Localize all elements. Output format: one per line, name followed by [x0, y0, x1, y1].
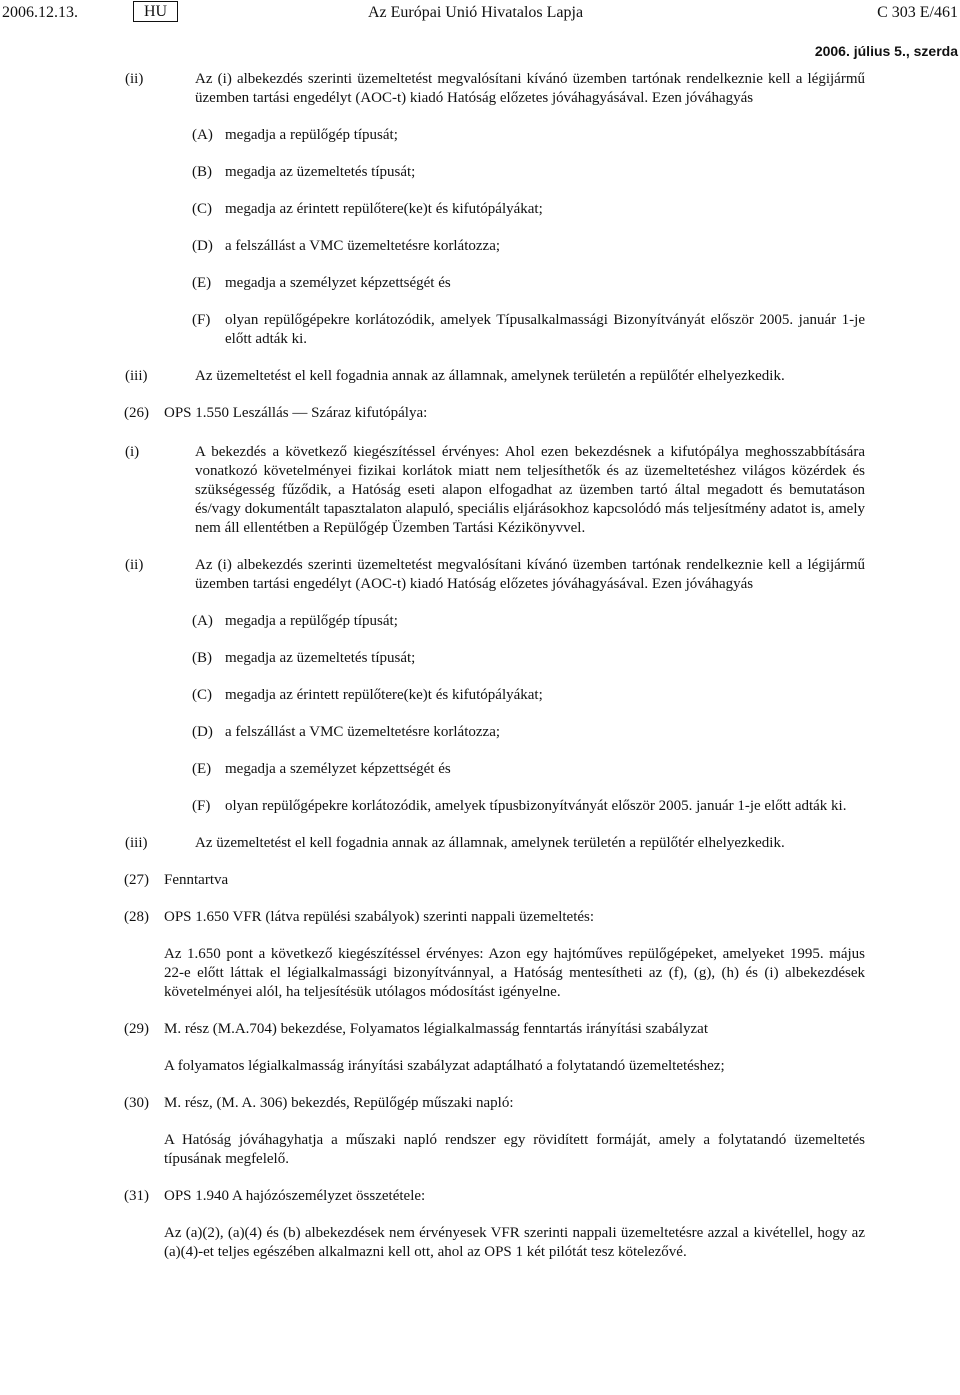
section-31 [124, 1187, 865, 1206]
item-text: Az (i) albekezdés szerinti üzemeltetést megvalósítani kívánó üzemben tartónak rendelkeznie kell a légijármű üzemben tartási engedélyt (AOC-t) kiadó Hatóság előzetes jóváhagyásával. Ezen jóváhagyás [195, 71, 865, 106]
section-26 [124, 404, 865, 423]
item-iii [125, 367, 865, 386]
section-title: Fenntartva [164, 872, 229, 888]
subitem-text: megadja az üzemeltetés típusát; [225, 650, 416, 666]
subitem-number: (A) [192, 127, 213, 143]
subitem-number: (B) [192, 650, 212, 666]
subitem-number: (F) [192, 312, 211, 328]
section-number: (31) [124, 1188, 149, 1204]
subitem-text: a felszállást a VMC üzemeltetésre korlátozza; [225, 238, 501, 254]
item-i [125, 443, 865, 538]
item-ii [125, 556, 865, 594]
subitem-text: megadja az érintett repülőtere(ke)t és kifutópályákat; [225, 687, 543, 703]
sitting-date: 2006. július 5., szerda [814, 43, 958, 59]
subitem-b [193, 649, 865, 668]
subitem-text: megadja az üzemeltetés típusát; [225, 164, 416, 180]
item-text: Az (i) albekezdés szerinti üzemeltetést megvalósítani kívánó üzemben tartónak rendelkeznie kell a légijármű üzemben tartási engedélyt (AOC-t) kiadó Hatóság előzetes jóváhagyásával. Ezen jóváhagyás [195, 557, 865, 592]
subitem-number: (F) [192, 798, 211, 814]
subitem-c [193, 200, 865, 219]
subitem-text: olyan repülőgépekre korlátozódik, amelyek Típusalkalmassági Bizonyítványát először 2005. január 1-je előtt adták ki. [225, 312, 865, 347]
subitem-number: (D) [192, 724, 213, 740]
section-number: (28) [124, 909, 149, 925]
subitem-d [193, 237, 865, 256]
section-title: OPS 1.940 A hajózószemélyzet összetétele: [164, 1188, 426, 1204]
subitem-c [193, 686, 865, 705]
subitem-text: a felszállást a VMC üzemeltetésre korlátozza; [225, 724, 501, 740]
journal-reference: C 303 E/461 [877, 4, 958, 21]
item-text: Az üzemeltetést el kell fogadnia annak az államnak, amelynek területén a repülőtér elhelyezkedik. [195, 368, 785, 384]
journal-title: Az Európai Unió Hivatalos Lapja [368, 4, 584, 21]
page-header [0, 0, 960, 26]
section-28-text: Az 1.650 pont a következő kiegészítéssel érvényes: Azon egy hajtóműves repülőgépeket, amelyeket 1995. május 22-e előtt láttak el légialkalmassági bizonyítvánnyal, a Hatóság mentesítheti az (f), (g), (h) és (i) albekezdések követelményei alól, ha teljesítésük utólagos módosítást igényelne. [164, 946, 865, 1000]
section-title: M. rész, (M. A. 306) bekezdés, Repülőgép műszaki napló: [164, 1095, 514, 1111]
section-title: M. rész (M.A.704) bekezdése, Folyamatos légialkalmasság fenntartás irányítási szabályzat [164, 1021, 708, 1037]
subitem-text: megadja a repülőgép típusát; [225, 613, 398, 629]
language-code-box: HU [133, 1, 178, 22]
subitem-a [193, 612, 865, 631]
section-title: OPS 1.550 Leszállás — Száraz kifutópálya: [164, 405, 428, 421]
section-29-text: A folyamatos légialkalmasság irányítási szabályzat adaptálható a folytatandó üzemeltetéshez; [164, 1058, 725, 1074]
subitem-f [193, 797, 865, 816]
item-number: (ii) [125, 71, 144, 87]
section-number: (30) [124, 1095, 149, 1111]
section-number: (27) [124, 872, 149, 888]
section-30-text: A Hatóság jóváhagyhatja a műszaki napló rendszer egy rövidített formáját, amely a folytatandó üzemeltetés típusának megfelelő. [164, 1132, 865, 1167]
subitem-text: megadja a személyzet képzettségét és [225, 761, 451, 777]
subitem-number: (C) [192, 687, 212, 703]
header-date: 2006.12.13. [2, 4, 78, 21]
subitem-number: (B) [192, 164, 212, 180]
subitem-d [193, 723, 865, 742]
section-27 [124, 871, 865, 890]
subitem-number: (D) [192, 238, 213, 254]
item-text: Az üzemeltetést el kell fogadnia annak az államnak, amelynek területén a repülőtér elhelyezkedik. [195, 835, 785, 851]
subitem-number: (A) [192, 613, 213, 629]
subitem-text: megadja a személyzet képzettségét és [225, 275, 451, 291]
subitem-text: olyan repülőgépekre korlátozódik, amelyek típusbizonyítványát először 2005. január 1-je előtt adták ki. [225, 798, 847, 814]
item-number: (iii) [125, 835, 148, 851]
subitem-e [193, 760, 865, 779]
subitem-text: megadja a repülőgép típusát; [225, 127, 398, 143]
item-text: A bekezdés a következő kiegészítéssel érvényes: Ahol ezen bekezdésnek a kifutópálya meghosszabbítására vonatkozó követelményei fizikai korlátok miatt nem teljesíthetők és az üzemeltetéshez világos közérdek és szükségesség fűződik, a Hatóság eseti alapon elfogadhat az üzemben tartó által megadott és bemutatáson és/vagy dokumentált tapasztalaton alapuló, speciális eljárásokhoz kapcsolódó más teljesítmény adatot is, amely nem áll ellentétben a Repülőgép Üzemben Tartási Kézikönyvvel. [195, 444, 865, 536]
subitem-number: (E) [192, 275, 212, 291]
section-title: OPS 1.650 VFR (látva repülési szabályok) szerinti nappali üzemeltetés: [164, 909, 595, 925]
section-28 [124, 908, 865, 927]
item-number: (iii) [125, 368, 148, 384]
item-number: (i) [125, 444, 140, 460]
item-iii [125, 834, 865, 853]
document-body [0, 70, 960, 1262]
item-number: (ii) [125, 557, 144, 573]
section-30 [124, 1094, 865, 1113]
subitem-text: megadja az érintett repülőtere(ke)t és kifutópályákat; [225, 201, 543, 217]
subitem-number: (C) [192, 201, 212, 217]
subitem-b [193, 163, 865, 182]
section-number: (26) [124, 405, 149, 421]
section-number: (29) [124, 1021, 149, 1037]
subitem-number: (E) [192, 761, 212, 777]
subitem-e [193, 274, 865, 293]
section-29 [124, 1020, 865, 1039]
item-ii [125, 70, 865, 108]
subitem-a [193, 126, 865, 145]
section-31-text: Az (a)(2), (a)(4) és (b) albekezdések nem érvényesek VFR szerinti nappali üzemeltetésre azzal a kivétellel, hogy az (a)(4)-et teljes egészében alkalmazni kell ott, ahol az OPS 1 két pilótát tesz kötelezővé. [164, 1225, 865, 1260]
subitem-f [193, 311, 865, 349]
